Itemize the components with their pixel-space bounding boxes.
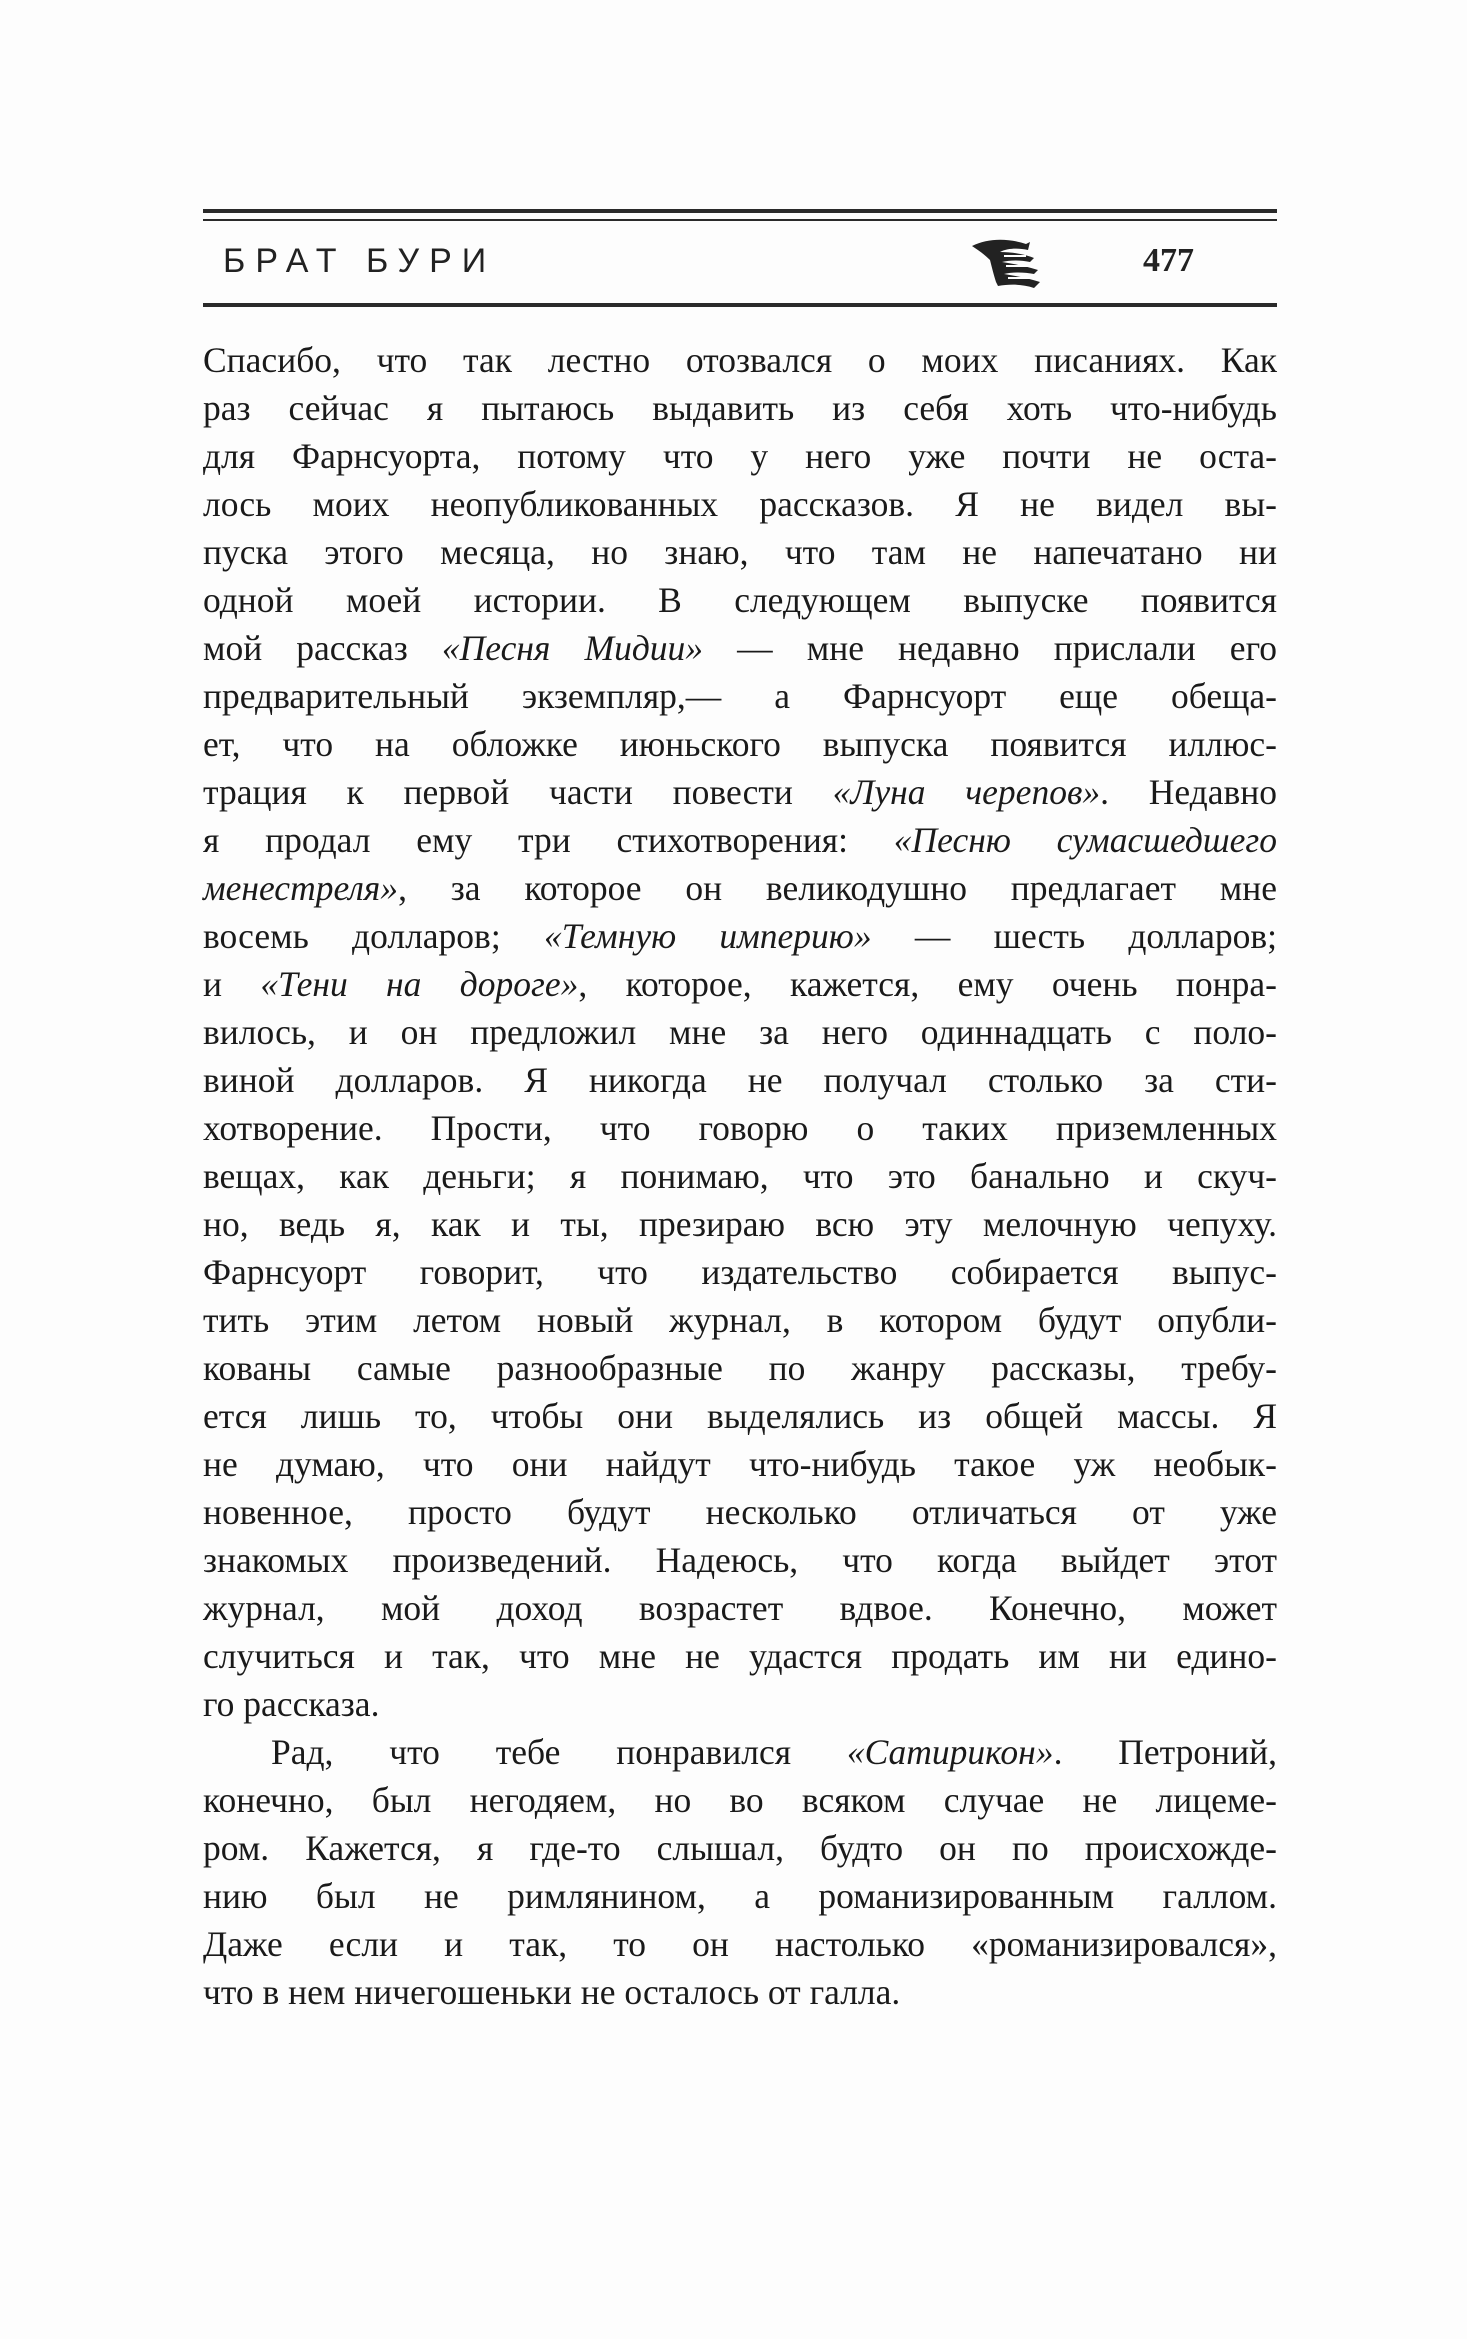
- text-run: — мне недавно прислали его: [703, 628, 1277, 668]
- text-run: Даже если и так, то он настолько «романизировался»,: [203, 1924, 1277, 1964]
- running-title: БРАТ БУРИ: [223, 242, 497, 280]
- text-run: тить этим летом новый журнал, в котором будут опубли-: [203, 1300, 1277, 1340]
- text-line: [203, 1200, 1277, 1248]
- text-run: го рассказа.: [203, 1684, 380, 1724]
- text-line: [203, 624, 1277, 672]
- text-run: кованы самые разнообразные по жанру рассказы, требу-: [203, 1348, 1277, 1388]
- italic-title: «Тени на дороге»: [260, 964, 579, 1004]
- text-run: — шесть долларов;: [871, 916, 1277, 956]
- text-line: [203, 1680, 1277, 1728]
- text-run: , которое, кажется, ему очень понра-: [578, 964, 1277, 1004]
- text-run: восемь долларов;: [203, 916, 544, 956]
- italic-title: «Сатирикон»: [846, 1732, 1054, 1772]
- text-run: ет, что на обложке июньского выпуска появится иллюс-: [203, 724, 1277, 764]
- italic-title: «Луна черепов»: [832, 772, 1101, 812]
- text-run: не думаю, что они найдут что-нибудь такое уж необык-: [203, 1444, 1277, 1484]
- text-run: Рад, что тебе понравился: [271, 1732, 847, 1772]
- text-line: [203, 720, 1277, 768]
- ornament-icon: [968, 236, 1044, 294]
- text-line: [203, 1152, 1277, 1200]
- header-top-rule: [203, 209, 1277, 213]
- italic-title: «Песню сумасшедшего: [893, 820, 1277, 860]
- text-run: предварительный экземпляр,— а Фарнсуорт еще обеща-: [203, 676, 1277, 716]
- text-run: пуска этого месяца, но знаю, что там не напечатано ни: [203, 532, 1277, 572]
- text-line: [203, 1968, 1277, 2016]
- text-line: [203, 960, 1277, 1008]
- text-line: [203, 480, 1277, 528]
- text-line: [203, 1440, 1277, 1488]
- text-line: [203, 528, 1277, 576]
- running-header: [203, 236, 1277, 296]
- text-run: ется лишь то, чтобы они выделялись из общей массы. Я: [203, 1396, 1277, 1436]
- text-line: [203, 1536, 1277, 1584]
- text-line: [203, 1392, 1277, 1440]
- italic-title: менестреля»: [203, 868, 399, 908]
- text-run: журнал, мой доход возрастет вдвое. Конечно, может: [203, 1588, 1277, 1628]
- page-number: 477: [1143, 242, 1194, 279]
- text-run: новенное, просто будут несколько отличаться от уже: [203, 1492, 1277, 1532]
- text-run: одной моей истории. В следующем выпуске появится: [203, 580, 1277, 620]
- text-line: [203, 864, 1277, 912]
- paragraph: [203, 336, 1277, 1728]
- text-line: [203, 1248, 1277, 1296]
- text-run: вещах, как деньги; я понимаю, что это банально и скуч-: [203, 1156, 1277, 1196]
- text-line: [203, 1728, 1277, 1776]
- text-line: [203, 1872, 1277, 1920]
- text-run: нию был не римлянином, а романизированным галлом.: [203, 1876, 1277, 1916]
- text-line: [203, 384, 1277, 432]
- text-run: вилось, и он предложил мне за него одиннадцать с поло-: [203, 1012, 1277, 1052]
- paragraph: [203, 1728, 1277, 2016]
- text-line: [203, 1344, 1277, 1392]
- text-line: [203, 912, 1277, 960]
- text-run: Фарнсуорт говорит, что издательство собирается выпус-: [203, 1252, 1277, 1292]
- text-run: , за которое он великодушно предлагает мне: [398, 868, 1277, 908]
- header-top-thin-rule: [203, 219, 1277, 221]
- text-line: [203, 1632, 1277, 1680]
- text-run: и: [203, 964, 261, 1004]
- text-line: [203, 576, 1277, 624]
- italic-title: «Темную империю»: [543, 916, 872, 956]
- text-run: случиться и так, что мне не удастся продать им ни едино-: [203, 1636, 1277, 1676]
- italic-title: «Песня Мидии»: [441, 628, 704, 668]
- text-run: трация к первой части повести: [203, 772, 833, 812]
- text-run: раз сейчас я пытаюсь выдавить из себя хоть что-нибудь: [203, 388, 1277, 428]
- text-run: знакомых произведений. Надеюсь, что когда выйдет этот: [203, 1540, 1277, 1580]
- text-run: я продал ему три стихотворения:: [203, 820, 894, 860]
- text-run: ром. Кажется, я где-то слышал, будто он по происхожде-: [203, 1828, 1277, 1868]
- text-run: . Петроний,: [1053, 1732, 1277, 1772]
- text-line: [203, 816, 1277, 864]
- text-line: [203, 1824, 1277, 1872]
- text-line: [203, 1008, 1277, 1056]
- text-line: [203, 1776, 1277, 1824]
- text-line: [203, 768, 1277, 816]
- text-line: [203, 672, 1277, 720]
- text-line: [203, 1920, 1277, 1968]
- text-run: Спасибо, что так лестно отозвался о моих писаниях. Как: [203, 340, 1277, 380]
- text-line: [203, 432, 1277, 480]
- text-run: виной долларов. Я никогда не получал столько за сти-: [203, 1060, 1277, 1100]
- text-run: хотворение. Прости, что говорю о таких приземленных: [203, 1108, 1277, 1148]
- text-run: для Фарнсуорта, потому что у него уже почти не оста-: [203, 436, 1277, 476]
- text-run: конечно, был негодяем, но во всяком случае не лицеме-: [203, 1780, 1277, 1820]
- text-run: лось моих неопубликованных рассказов. Я не видел вы-: [203, 484, 1277, 524]
- text-line: [203, 1056, 1277, 1104]
- text-line: [203, 336, 1277, 384]
- header-bottom-rule: [203, 303, 1277, 307]
- text-run: . Недавно: [1100, 772, 1277, 812]
- text-line: [203, 1104, 1277, 1152]
- text-line: [203, 1584, 1277, 1632]
- text-run: мой рассказ: [203, 628, 442, 668]
- text-run: но, ведь я, как и ты, презираю всю эту мелочную чепуху.: [203, 1204, 1277, 1244]
- body-text: [203, 336, 1277, 2016]
- text-line: [203, 1488, 1277, 1536]
- text-run: что в нем ничегошеньки не осталось от галла.: [203, 1972, 901, 2012]
- text-line: [203, 1296, 1277, 1344]
